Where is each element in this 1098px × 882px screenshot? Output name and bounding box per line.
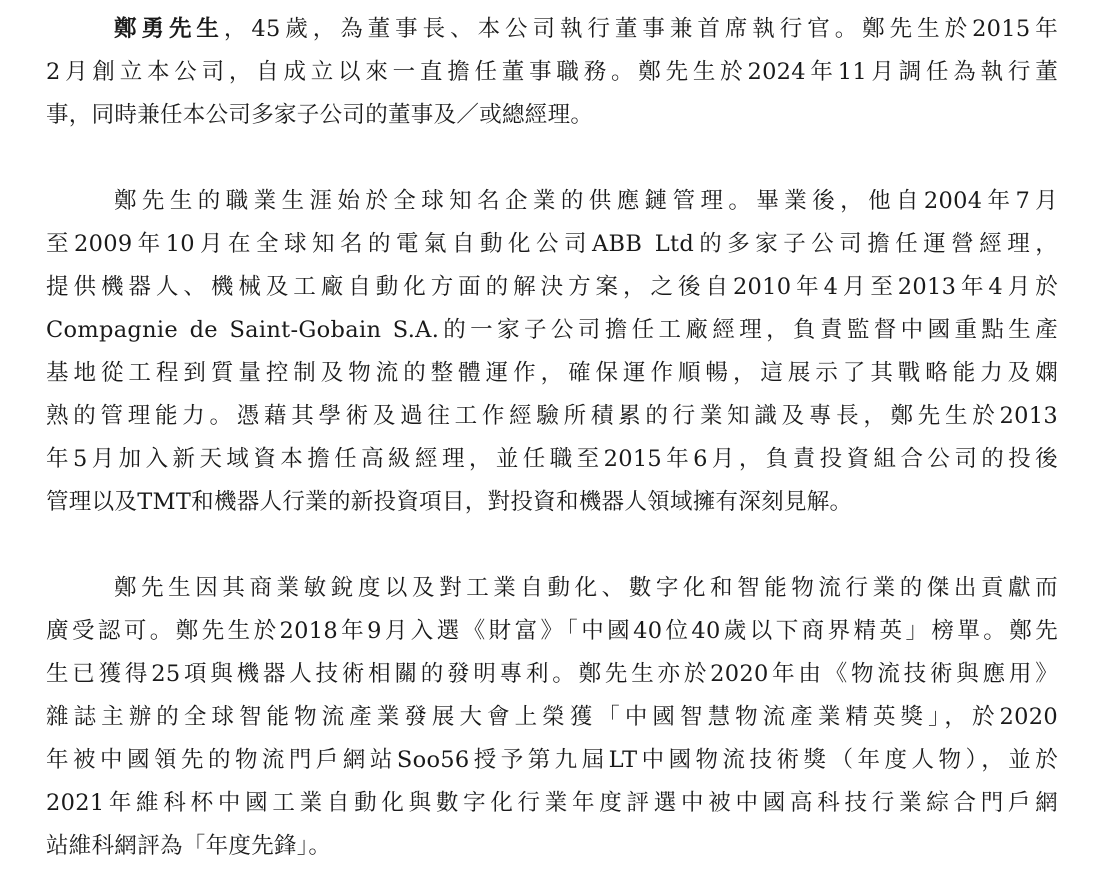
paragraph-3-line-1: 鄭先生因其商業敏銳度以及對工業自動化、數字化和智能物流行業的傑出貢獻而 bbox=[114, 575, 1058, 601]
paragraph-1-line-3: 事，同時兼任本公司多家子公司的董事及／或總經理。 bbox=[46, 102, 594, 128]
paragraph-gap bbox=[46, 137, 1058, 180]
paragraph-2-line-4: Compagnie de Saint-Gobain S.A.的一家子公司擔任工廠經理，負責監督中國重點生產 bbox=[46, 317, 1058, 343]
paragraph-2-line-7: 年5月加入新天域資本擔任高級經理，並任職至2015年6月，負責投資組合公司的投後 bbox=[46, 446, 1058, 472]
paragraph-2-line-1: 鄭先生的職業生涯始於全球知名企業的供應鏈管理。畢業後，他自2004年7月 bbox=[114, 188, 1058, 214]
paragraph-3-line-4: 雜誌主辦的全球智能物流產業發展大會上榮獲「中國智慧物流產業精英獎」，於2020 bbox=[46, 704, 1058, 730]
paragraph-3 bbox=[46, 567, 1058, 868]
paragraph-2-line-5: 基地從工程到質量控制及物流的整體運作，確保運作順暢，這展示了其戰略能力及嫻 bbox=[46, 360, 1058, 386]
paragraph-2 bbox=[46, 180, 1058, 524]
paragraph-3-line-2: 廣受認可。鄭先生於2018年9月入選《財富》「中國40位40歲以下商界精英」榜單。鄭先 bbox=[46, 618, 1058, 644]
paragraph-1-line-2: 2月創立本公司，自成立以來一直擔任董事職務。鄭先生於2024年11月調任為執行董 bbox=[46, 59, 1058, 85]
paragraph-gap bbox=[46, 524, 1058, 567]
paragraph-2-line-2: 至2009年10月在全球知名的電氣自動化公司ABB Ltd的多家子公司擔任運營經理， bbox=[46, 231, 1058, 257]
person-name: 鄭勇先生 bbox=[114, 16, 224, 42]
paragraph-3-line-5: 年被中國領先的物流門戶網站Soo56授予第九屆LT中國物流技術獎（年度人物），並於 bbox=[46, 747, 1058, 773]
paragraph-1-line-1-text: ，45歲，為董事長、本公司執行董事兼首席執行官。鄭先生於2015年 bbox=[223, 16, 1058, 42]
paragraph-1 bbox=[46, 8, 1058, 137]
paragraph-2-line-8: 管理以及TMT和機器人行業的新投資項目，對投資和機器人領域擁有深刻見解。 bbox=[46, 489, 853, 515]
paragraph-2-line-3: 提供機器人、機械及工廠自動化方面的解決方案，之後自2010年4月至2013年4月於 bbox=[46, 274, 1058, 300]
paragraph-3-line-6: 2021年維科杯中國工業自動化與數字化行業年度評選中被中國高科技行業綜合門戶網 bbox=[46, 790, 1058, 816]
paragraph-3-line-3: 生已獲得25項與機器人技術相關的發明專利。鄭先生亦於2020年由《物流技術與應用》 bbox=[46, 661, 1058, 687]
paragraph-3-line-7: 站維科網評為「年度先鋒」。 bbox=[46, 833, 332, 859]
paragraph-1-line-1 bbox=[46, 8, 1058, 51]
document-page bbox=[46, 8, 1058, 868]
paragraph-2-line-6: 熟的管理能力。憑藉其學術及過往工作經驗所積累的行業知識及專長，鄭先生於2013 bbox=[46, 403, 1058, 429]
